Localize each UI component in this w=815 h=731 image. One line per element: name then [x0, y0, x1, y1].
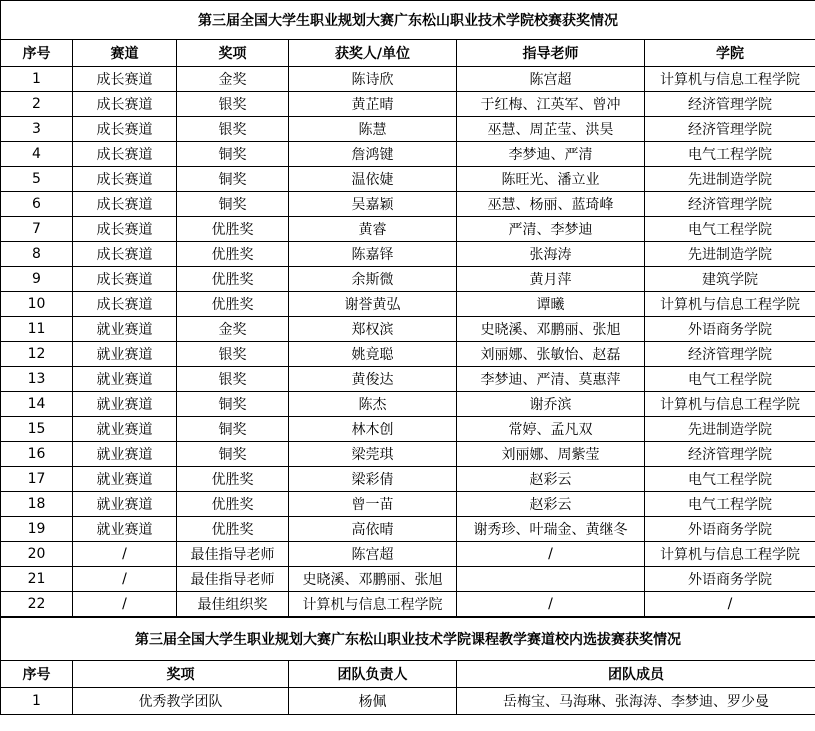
cell-award: 银奖 [177, 342, 289, 367]
cell-index: 1 [1, 67, 73, 92]
cell-college: 经济管理学院 [645, 442, 815, 467]
header-track: 赛道 [73, 40, 177, 67]
table-row [1, 142, 815, 167]
cell-college: 经济管理学院 [645, 117, 815, 142]
cell-advisor: 巫慧、杨丽、蓝琦峰 [457, 192, 645, 217]
cell-advisor: 谢秀珍、叶瑞金、黄继冬 [457, 517, 645, 542]
table1-header-row [1, 40, 815, 67]
cell-college: 电气工程学院 [645, 492, 815, 517]
table-row [1, 242, 815, 267]
cell-advisor: 严清、李梦迪 [457, 217, 645, 242]
table-row [1, 317, 815, 342]
cell-advisor: 刘丽娜、张敏怡、赵磊 [457, 342, 645, 367]
table1-title-row [1, 1, 815, 40]
cell-index: 4 [1, 142, 73, 167]
header-winner: 获奖人/单位 [289, 40, 457, 67]
award-table-2 [0, 617, 815, 715]
table2-title: 第三届全国大学生职业规划大赛广东松山职业技术学院课程教学赛道校内选拔赛获奖情况 [1, 618, 815, 661]
cell-award: 优胜奖 [177, 242, 289, 267]
cell-college: 外语商务学院 [645, 317, 815, 342]
table-row [1, 117, 815, 142]
cell-college: 经济管理学院 [645, 192, 815, 217]
cell-index: 12 [1, 342, 73, 367]
cell-award: 优秀教学团队 [73, 688, 289, 715]
header2-members: 团队成员 [457, 661, 815, 688]
cell-index: 1 [1, 688, 73, 715]
cell-advisor: 赵彩云 [457, 492, 645, 517]
cell-advisor [457, 567, 645, 592]
cell-college: 电气工程学院 [645, 217, 815, 242]
cell-college: 经济管理学院 [645, 342, 815, 367]
cell-winner: 高依晴 [289, 517, 457, 542]
cell-award: 银奖 [177, 367, 289, 392]
cell-advisor: 陈宫超 [457, 67, 645, 92]
cell-index: 8 [1, 242, 73, 267]
cell-index: 10 [1, 292, 73, 317]
cell-college: 电气工程学院 [645, 367, 815, 392]
cell-advisor: 李梦迪、严清、莫惠萍 [457, 367, 645, 392]
cell-advisor: / [457, 592, 645, 617]
cell-award: 银奖 [177, 92, 289, 117]
cell-winner: 陈嘉铎 [289, 242, 457, 267]
cell-award: 金奖 [177, 317, 289, 342]
table-row [1, 442, 815, 467]
cell-advisor: 李梦迪、严清 [457, 142, 645, 167]
cell-winner: 史晓溪、邓鹏丽、张旭 [289, 567, 457, 592]
cell-award: 优胜奖 [177, 492, 289, 517]
cell-track: / [73, 542, 177, 567]
cell-winner: 黄睿 [289, 217, 457, 242]
cell-award: 铜奖 [177, 442, 289, 467]
table2-header-row [1, 661, 815, 688]
cell-index: 18 [1, 492, 73, 517]
header2-index: 序号 [1, 661, 73, 688]
table1-title: 第三届全国大学生职业规划大赛广东松山职业技术学院校赛获奖情况 [1, 1, 815, 40]
table-row [1, 342, 815, 367]
cell-winner: 吴嘉颖 [289, 192, 457, 217]
table-row [1, 467, 815, 492]
cell-college: 经济管理学院 [645, 92, 815, 117]
cell-track: 成长赛道 [73, 292, 177, 317]
cell-winner: 陈宫超 [289, 542, 457, 567]
cell-track: 就业赛道 [73, 367, 177, 392]
cell-award: 优胜奖 [177, 292, 289, 317]
cell-track: 成长赛道 [73, 92, 177, 117]
cell-award: 铜奖 [177, 392, 289, 417]
cell-winner: 詹鸿键 [289, 142, 457, 167]
cell-index: 13 [1, 367, 73, 392]
cell-college: / [645, 592, 815, 617]
table-row [1, 92, 815, 117]
table-row [1, 517, 815, 542]
cell-track: 就业赛道 [73, 417, 177, 442]
table-row [1, 567, 815, 592]
cell-award: 最佳指导老师 [177, 567, 289, 592]
cell-winner: 余斯微 [289, 267, 457, 292]
cell-winner: 曾一苗 [289, 492, 457, 517]
cell-award: 金奖 [177, 67, 289, 92]
cell-award: 优胜奖 [177, 517, 289, 542]
cell-advisor: 张海涛 [457, 242, 645, 267]
table-row [1, 417, 815, 442]
table-row [1, 292, 815, 317]
cell-track: 成长赛道 [73, 117, 177, 142]
table-row [1, 392, 815, 417]
cell-index: 15 [1, 417, 73, 442]
cell-advisor: 谭曦 [457, 292, 645, 317]
header-college: 学院 [645, 40, 815, 67]
cell-advisor: 常婷、孟凡双 [457, 417, 645, 442]
cell-index: 7 [1, 217, 73, 242]
cell-members: 岳梅宝、马海琳、张海涛、李梦迪、罗少曼 [457, 688, 815, 715]
cell-college: 计算机与信息工程学院 [645, 542, 815, 567]
cell-college: 外语商务学院 [645, 517, 815, 542]
cell-winner: 姚竟聪 [289, 342, 457, 367]
header-advisor: 指导老师 [457, 40, 645, 67]
cell-college: 计算机与信息工程学院 [645, 392, 815, 417]
cell-track: 成长赛道 [73, 242, 177, 267]
cell-winner: 梁彩倩 [289, 467, 457, 492]
cell-track: 就业赛道 [73, 492, 177, 517]
cell-winner: 陈慧 [289, 117, 457, 142]
cell-index: 9 [1, 267, 73, 292]
header-award: 奖项 [177, 40, 289, 67]
cell-winner: 计算机与信息工程学院 [289, 592, 457, 617]
cell-advisor: 陈旺光、潘立业 [457, 167, 645, 192]
header2-award: 奖项 [73, 661, 289, 688]
cell-index: 3 [1, 117, 73, 142]
cell-college: 先进制造学院 [645, 417, 815, 442]
cell-award: 铜奖 [177, 167, 289, 192]
table-row [1, 688, 815, 715]
cell-winner: 温依婕 [289, 167, 457, 192]
cell-index: 14 [1, 392, 73, 417]
cell-advisor: 刘丽娜、周紫莹 [457, 442, 645, 467]
cell-winner: 梁莞琪 [289, 442, 457, 467]
cell-index: 11 [1, 317, 73, 342]
cell-college: 计算机与信息工程学院 [645, 67, 815, 92]
cell-winner: 黄芷晴 [289, 92, 457, 117]
table-row [1, 492, 815, 517]
cell-track: 成长赛道 [73, 67, 177, 92]
cell-index: 5 [1, 167, 73, 192]
cell-winner: 谢誉黄弘 [289, 292, 457, 317]
header2-leader: 团队负责人 [289, 661, 457, 688]
cell-index: 2 [1, 92, 73, 117]
table-row [1, 267, 815, 292]
cell-index: 16 [1, 442, 73, 467]
cell-track: 就业赛道 [73, 517, 177, 542]
cell-winner: 黄俊达 [289, 367, 457, 392]
cell-award: 铜奖 [177, 142, 289, 167]
table-row [1, 367, 815, 392]
cell-track: 就业赛道 [73, 342, 177, 367]
cell-track: / [73, 567, 177, 592]
cell-index: 21 [1, 567, 73, 592]
cell-college: 外语商务学院 [645, 567, 815, 592]
table-row [1, 192, 815, 217]
cell-award: 最佳组织奖 [177, 592, 289, 617]
cell-track: 成长赛道 [73, 192, 177, 217]
cell-leader: 杨佩 [289, 688, 457, 715]
cell-award: 优胜奖 [177, 467, 289, 492]
cell-award: 最佳指导老师 [177, 542, 289, 567]
cell-track: 成长赛道 [73, 167, 177, 192]
cell-track: / [73, 592, 177, 617]
cell-award: 铜奖 [177, 192, 289, 217]
cell-track: 就业赛道 [73, 467, 177, 492]
table-row [1, 67, 815, 92]
cell-college: 计算机与信息工程学院 [645, 292, 815, 317]
cell-winner: 陈诗欣 [289, 67, 457, 92]
cell-track: 就业赛道 [73, 442, 177, 467]
cell-track: 就业赛道 [73, 392, 177, 417]
cell-college: 先进制造学院 [645, 242, 815, 267]
cell-advisor: 赵彩云 [457, 467, 645, 492]
cell-award: 优胜奖 [177, 217, 289, 242]
cell-award: 银奖 [177, 117, 289, 142]
cell-track: 成长赛道 [73, 142, 177, 167]
cell-college: 电气工程学院 [645, 467, 815, 492]
table-row [1, 167, 815, 192]
cell-college: 先进制造学院 [645, 167, 815, 192]
header-index: 序号 [1, 40, 73, 67]
table-row [1, 542, 815, 567]
cell-college: 建筑学院 [645, 267, 815, 292]
cell-index: 17 [1, 467, 73, 492]
cell-index: 22 [1, 592, 73, 617]
cell-award: 铜奖 [177, 417, 289, 442]
table2-title-row [1, 618, 815, 661]
cell-award: 优胜奖 [177, 267, 289, 292]
cell-advisor: / [457, 542, 645, 567]
cell-advisor: 谢乔滨 [457, 392, 645, 417]
table-row [1, 592, 815, 617]
table-row [1, 217, 815, 242]
cell-advisor: 于红梅、江英军、曾冲 [457, 92, 645, 117]
cell-track: 就业赛道 [73, 317, 177, 342]
cell-college: 电气工程学院 [645, 142, 815, 167]
cell-index: 20 [1, 542, 73, 567]
cell-track: 成长赛道 [73, 217, 177, 242]
cell-track: 成长赛道 [73, 267, 177, 292]
cell-advisor: 黄月萍 [457, 267, 645, 292]
cell-winner: 郑权滨 [289, 317, 457, 342]
cell-advisor: 巫慧、周芷莹、洪昊 [457, 117, 645, 142]
cell-winner: 林木创 [289, 417, 457, 442]
cell-index: 19 [1, 517, 73, 542]
cell-advisor: 史晓溪、邓鹏丽、张旭 [457, 317, 645, 342]
cell-index: 6 [1, 192, 73, 217]
cell-winner: 陈杰 [289, 392, 457, 417]
